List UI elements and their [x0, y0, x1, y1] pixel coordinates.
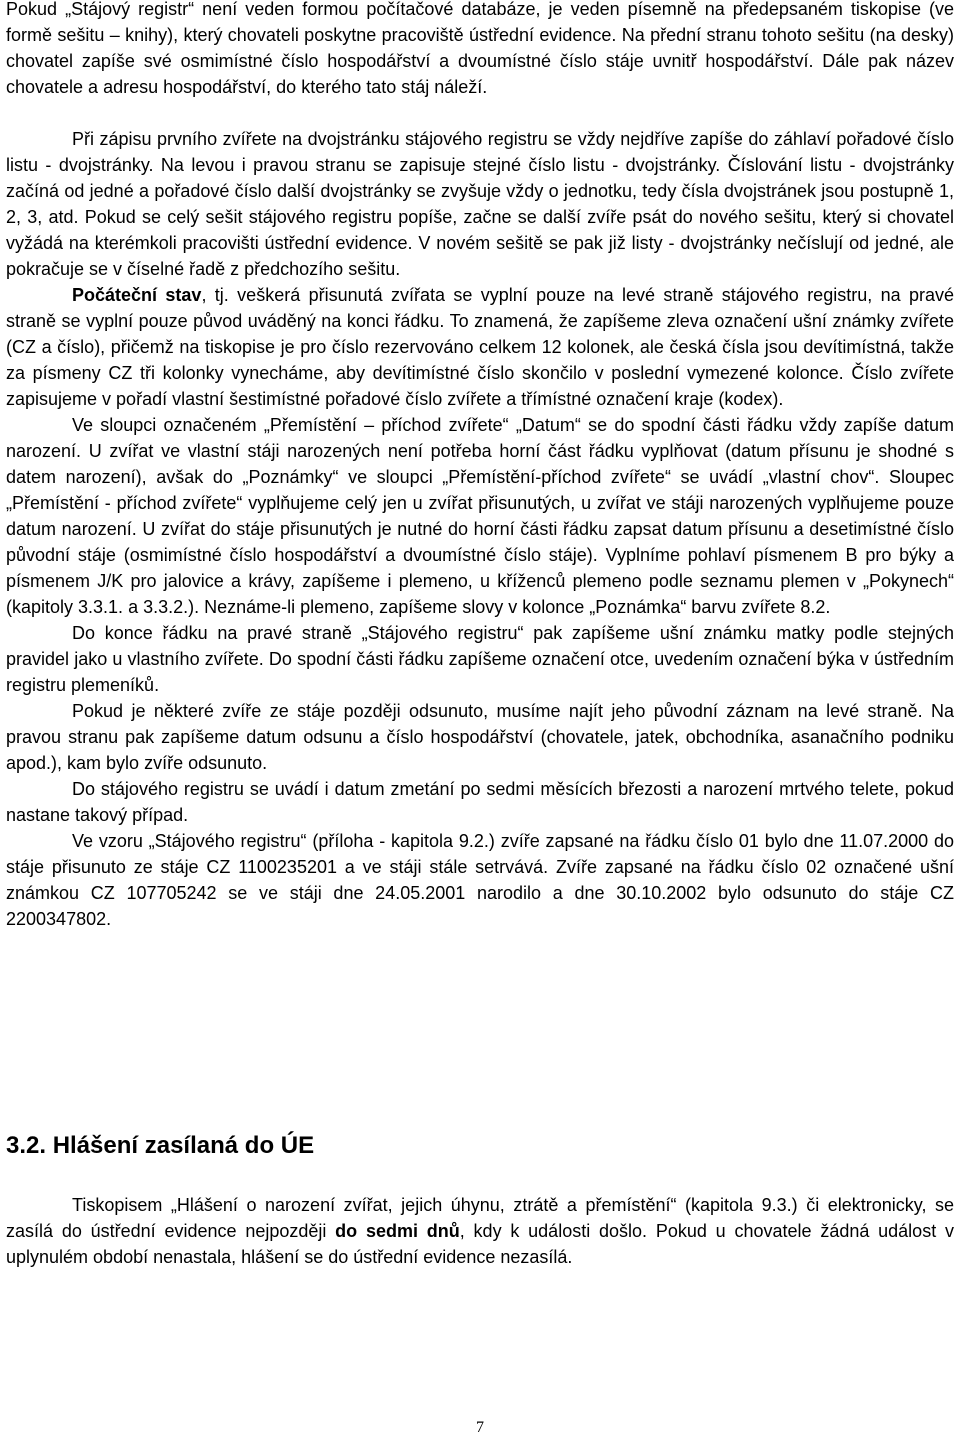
paragraph-initial-state-text: , tj. veškerá přisunutá zvířata se vyplní pouze na levé straně stájového registru, na pravé straně se vyplní pouze původ uváděný na konci řádku. To znamená, že zapíšeme zleva označení ušní známky zvířete (CZ a číslo), přičemž na tiskopise je pro číslo rezervováno celkem 12 kolonek, ale česká čísla jsou devítimístná, takže za písmeny CZ tři kolonky vynecháme, aby devítimístné číslo skončilo v poslední vymezené kolonce. Číslo zvířete zapisujeme v pořadí vlastní šestimístné pořadové číslo zvířete a třímístné označení kraje (kodex). — [6, 285, 955, 409]
paragraph-animal-removal: Pokud je některé zvíře ze stáje později odsunuto, musíme najít jeho původní záznam na levé straně. Na pravou stranu pak zapíšeme datum odsunu a číslo hospodářství (chovatele, jatek, obchodníka, asanačního podniku apod.), kam bylo zvíře odsunuto. — [6, 701, 954, 773]
paragraph-stillbirth: Do stájového registru se uvádí i datum zmetání po sedmi měsících březosti a narození mrtvého telete, pokud nastane takový případ. — [6, 779, 954, 825]
section-text-block — [6, 1192, 954, 1270]
term-initial-state: Počáteční stav — [72, 285, 202, 305]
paragraph-movement-column: Ve sloupci označeném „Přemístění – příchod zvířete“ „Datum“ se do spodní části řádku vždy zapíše datum narození. U zvířat ve vlastní stáji narozených není potřeba horní část řádku vyplňovat (datum přísunu je shodné s datem narození), avšak do „Poznámky“ ve sloupci „Přemístění-příchod zvířete“ se uvádí „vlastní chov“. Sloupec „Přemístění - příchod zvířete“ vyplňujeme celý jen u zvířat přisunutých, u zvířat ve stáji narozených vyplňujeme pouze datum narození. U zvířat do stáje přisunutých je nutné do horní části řádku zapsat datum přísunu a desetimístné číslo původní stáje (osmimístné číslo hospodářství a dvoumístné číslo stáje). Vyplníme pohlaví písmenem B pro býky a písmenem J/K pro jalovice a krávy, zapíšeme i plemeno, u kříženců plemeno podle seznamu plemen v „Pokynech“ (kapitoly 3.3.1. a 3.3.2.). Neznáme-li plemeno, zapíšeme slovy v kolonce „Poznámka“ barvu zvířete 8.2. — [6, 415, 954, 617]
paragraph-register-example: Ve vzoru „Stájového registru“ (příloha - kapitola 9.2.) zvíře zapsané na řádku číslo 01 bylo dne 11.07.2000 do stáje přisunuto ze stáje CZ 1100235201 a ve stáji stále setrvává. Zvíře zapsané na řádku číslo 02 označené ušní známkou CZ 107705242 se ve stáji dne 24.05.2001 narodilo a dne 30.10.2002 bylo odsunuto do stáje CZ 2200347802. — [6, 831, 954, 929]
paragraph-first-animal-entry: Při zápisu prvního zvířete na dvojstránku stájového registru se vždy nejdříve zapíše do záhlaví pořadové číslo listu - dvojstránky. Na levou i pravou stranu se zapisuje stejné číslo listu - dvojstránky. Číslování listu - dvojstránky začíná od jedné a pořadové číslo další dvojstránky se zvyšuje vždy o jednotku, tedy čísla dvojstránek jsou postupně 1, 2, 3, atd. Pokud se celý sešit stájového registru popíše, začne se další zvíře psát do nového sešitu, který si chovatel vyžádá na kterémkoli pracovišti ústřední evidence. V novém sešitě se pak již listy - dvojstránky nečíslují od jedné, ale pokračuje se v číselné řadě z předchozího sešitu. — [6, 129, 954, 279]
paragraph-reporting — [6, 1192, 954, 1270]
paragraph-initial-state — [6, 282, 954, 412]
paragraph-stajovy-registr-intro: Pokud „Stájový registr“ není veden formou počítačové databáze, je veden písemně na předepsaném tiskopise (ve formě sešitu – knihy), který chovateli poskytne pracoviště ústřední evidence. Na přední stranu tohoto sešitu (na desky) chovatel zapíše své osmimístné číslo hospodářství a dvoumístné číslo stáje uvnitř hospodářství. Dále pak název chovatele a adresu hospodářství, do kterého tato stáj náleží. — [6, 0, 954, 97]
main-text-block — [6, 0, 954, 932]
term-seven-days: do sedmi dnů — [335, 1221, 460, 1241]
paragraph-right-side-mother: Do konce řádku na pravé straně „Stájového registru“ pak zapíšeme ušní známku matky podle stejných pravidel jako u vlastního zvířete. Do spodní části řádku zapíšeme označení otce, uvedením označení býka v ústředním registru plemeníků. — [6, 623, 954, 695]
paragraph-reporting-text-a: Tiskopisem „Hlášení o narození zvířat, jejich úhynu, ztrátě a přemístění“ (kapitola 9.3.) či elektronicky, se zasílá do ústřední evidence nejpozději — [6, 1195, 954, 1241]
section-heading: 3.2. Hlášení zasílaná do ÚE — [6, 1132, 315, 1159]
paragraph-reporting-text-b: , kdy k události došlo. Pokud u chovatele žádná událost v uplynulém období nenastala, hlášení se do ústřední evidence nezasílá. — [6, 1221, 954, 1267]
page-number: 7 — [476, 1419, 484, 1436]
